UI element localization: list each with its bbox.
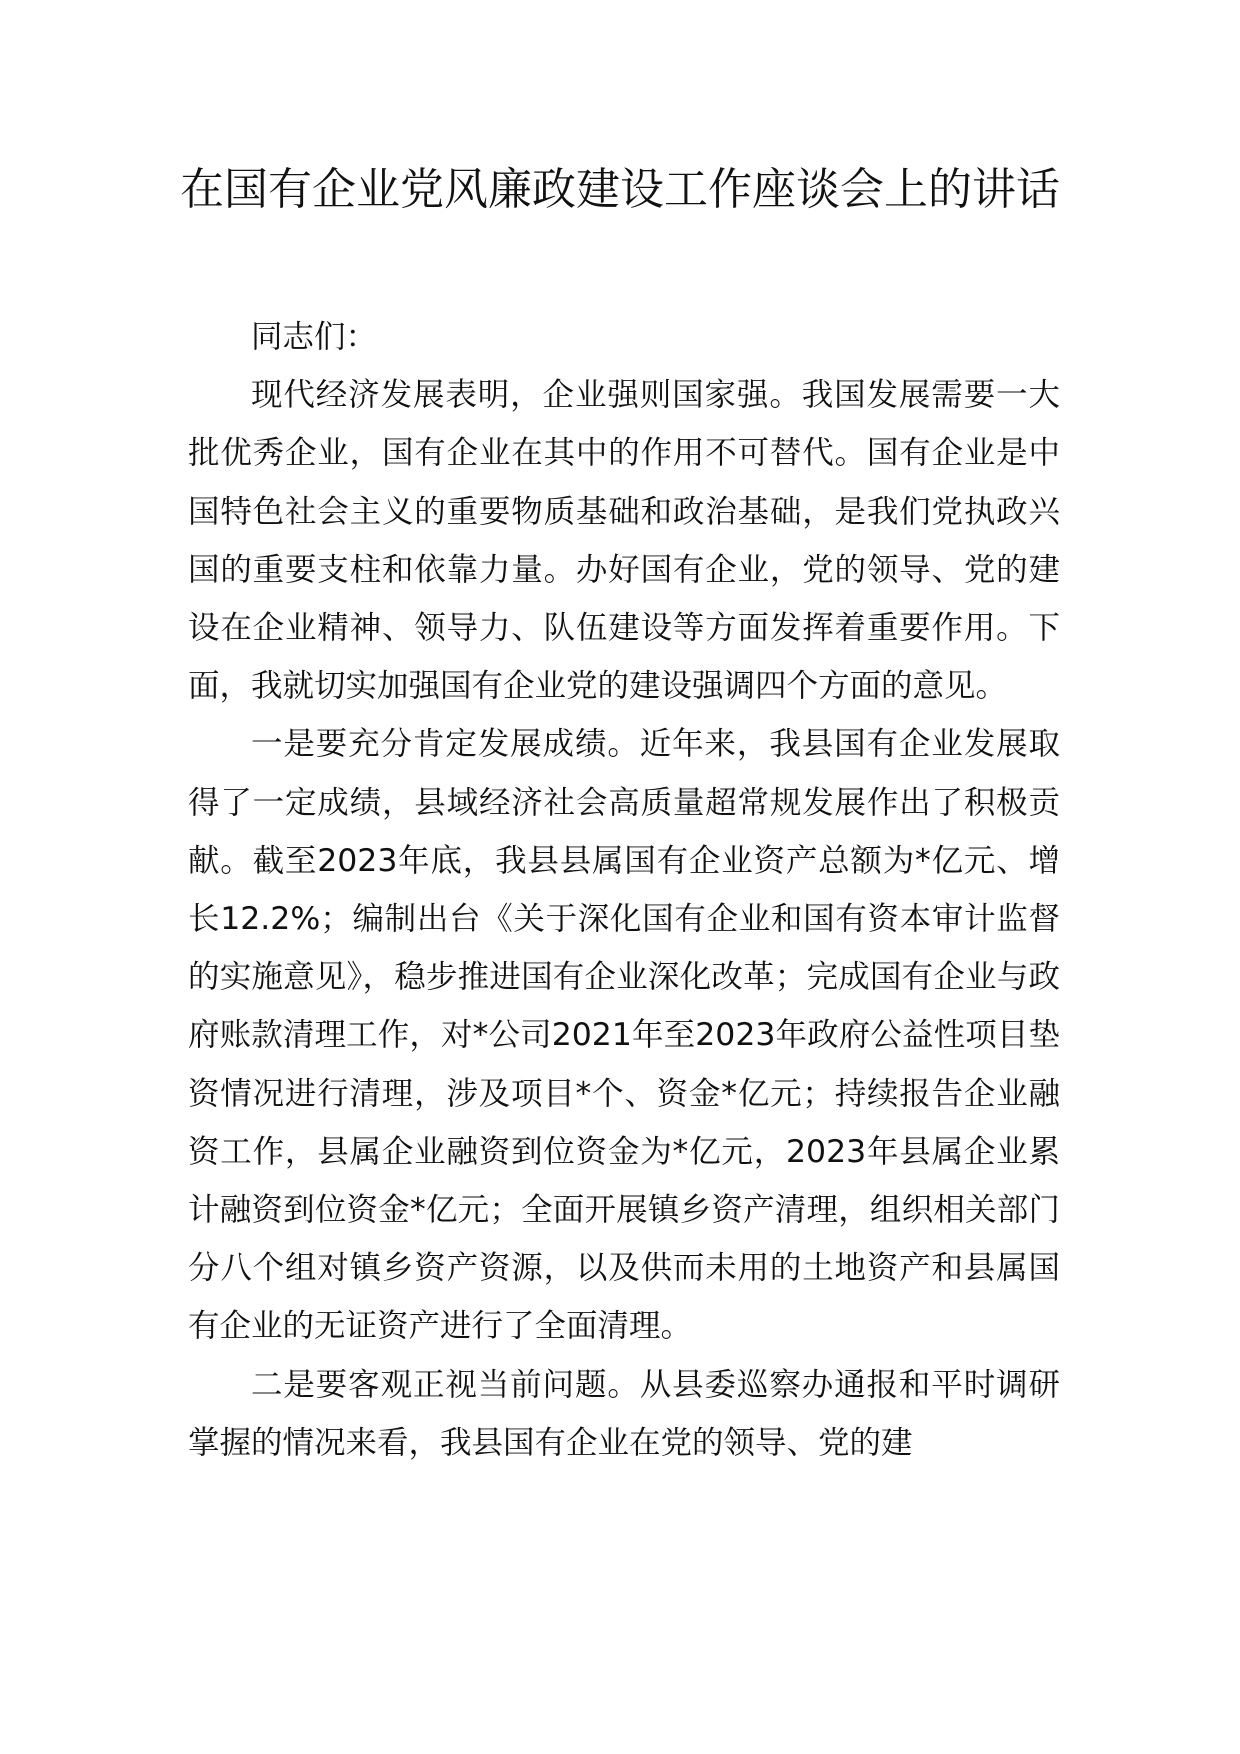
document-title: 在国有企业党风廉政建设工作座谈会上的讲话	[180, 164, 1060, 215]
document-body	[188, 308, 1060, 1472]
salutation: 同志们：	[251, 319, 378, 355]
paragraph-intro: 现代经济发展表明，企业强则国家强。我国发展需要一大批优秀企业，国有企业在其中的作用不可替代。国有企业是中国特色社会主义的重要物质基础和政治基础，是我们党执政兴国的重要支柱和依靠力量。办好国有企业，党的领导、党的建设在企业精神、领导力、队伍建设等方面发挥着重要作用。下面，我就切实加强国有企业党的建设强调四个方面的意见。	[188, 377, 1060, 705]
paragraph-point-two: 二是要客观正视当前问题。从县委巡察办通报和平时调研掌握的情况来看，我县国有企业在党的领导、党的建	[188, 1366, 1060, 1461]
paragraph-point-one: 一是要充分肯定发展成绩。近年来，我县国有企业发展取得了一定成绩，县域经济社会高质量超常规发展作出了积极贡献。截至2023年底，我县县属国有企业资产总额为*亿元、增长12.2%；编制出台《关于深化国有企业和国有资本审计监督的实施意见》，稳步推进国有企业深化改革；完成国有企业与政府账款清理工作，对*公司2021年至2023年政府公益性项目垫资情况进行清理，涉及项目*个、资金*亿元；持续报告企业融资工作，县属企业融资到位资金为*亿元，2023年县属企业累计融资到位资金*亿元；全面开展镇乡资产清理，组织相关部门分八个组对镇乡资产资源，以及供而未用的土地资产和县属国有企业的无证资产进行了全面清理。	[188, 726, 1060, 1345]
